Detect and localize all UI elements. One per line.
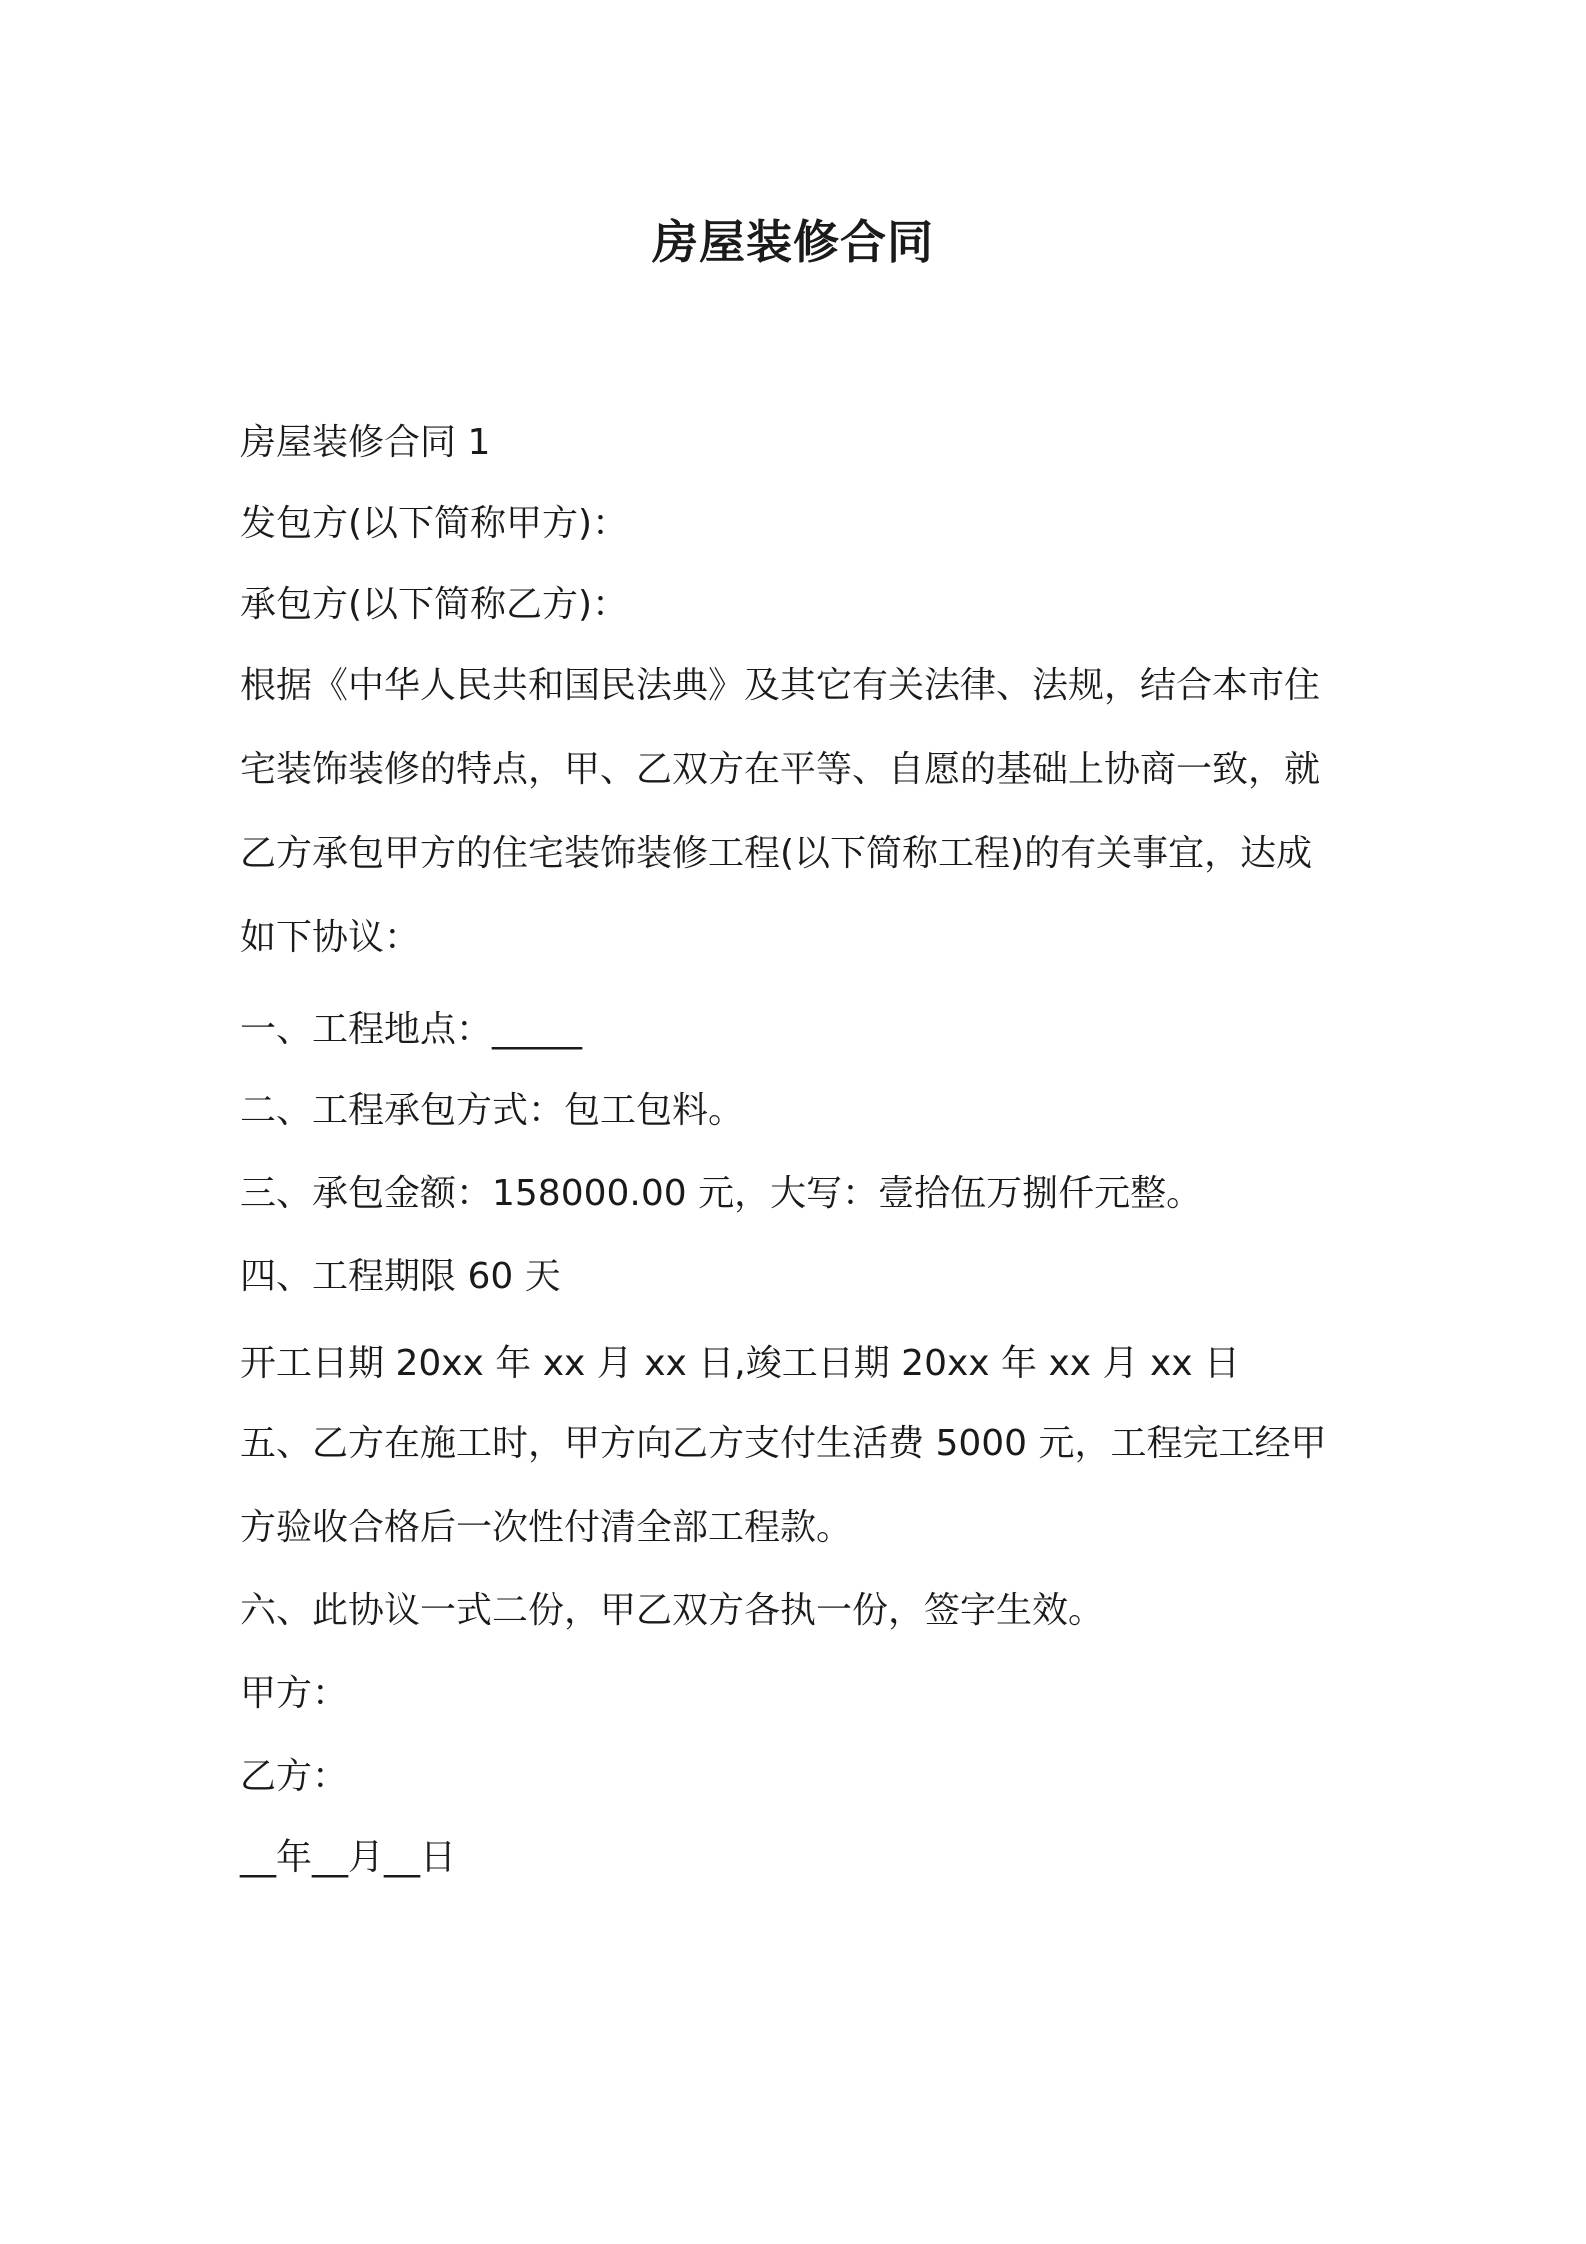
party-b-header: 承包方(以下简称乙方)：: [240, 584, 629, 625]
clause-4-dates: 开工日期 20xx 年 xx 月 xx 日,竣工日期 20xx 年 xx 月 xx 日: [240, 1343, 1241, 1384]
clause-3: 三、承包金额：158000.00 元，大写：壹拾伍万捌仟元整。: [240, 1173, 1203, 1214]
page-title: 房屋装修合同: [652, 215, 934, 269]
clause-1: 一、工程地点：_____: [240, 1009, 583, 1050]
clause-5-line-2: 方验收合格后一次性付清全部工程款。: [240, 1507, 853, 1548]
sign-party-b: 乙方：: [240, 1756, 349, 1797]
clause-4: 四、工程期限 60 天: [240, 1256, 561, 1297]
party-a-header: 发包方(以下简称甲方)：: [240, 503, 629, 544]
sign-date: __年__月__日: [240, 1837, 457, 1878]
contract-subtitle: 房屋装修合同 1: [240, 422, 491, 463]
intro-line-3: 乙方承包甲方的住宅装饰装修工程(以下简称工程)的有关事宜，达成: [240, 833, 1313, 874]
sign-party-a: 甲方：: [240, 1673, 349, 1714]
clause-2: 二、工程承包方式：包工包料。: [240, 1090, 745, 1131]
clause-6: 六、此协议一式二份，甲乙双方各执一份，签字生效。: [240, 1590, 1105, 1631]
clause-5-line-1: 五、乙方在施工时，甲方向乙方支付生活费 5000 元，工程完工经甲: [240, 1423, 1327, 1464]
intro-line-1: 根据《中华人民共和国民法典》及其它有关法律、法规，结合本市住: [240, 665, 1321, 706]
intro-line-2: 宅装饰装修的特点，甲、乙双方在平等、自愿的基础上协商一致，就: [240, 749, 1321, 790]
intro-line-4: 如下协议：: [240, 917, 421, 958]
